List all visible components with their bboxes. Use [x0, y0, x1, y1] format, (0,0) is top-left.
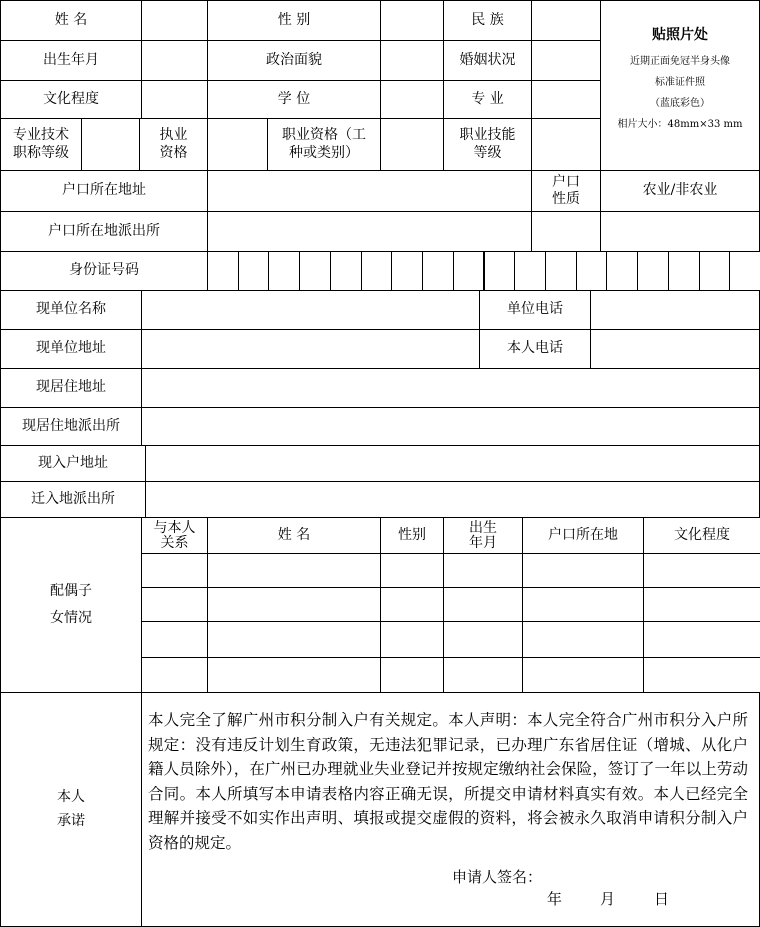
id-digit-box[interactable] — [576, 251, 608, 291]
family-cell-education[interactable] — [643, 553, 760, 588]
new-hukou-addr-label: 现入户地址 — [0, 445, 146, 482]
residence-addr-label: 现居住地址 — [0, 368, 142, 408]
signature-field[interactable] — [552, 862, 742, 886]
hukou-addr-field[interactable] — [207, 170, 532, 212]
family-header-gender: 性别 — [380, 517, 444, 554]
id-digit-box[interactable] — [514, 251, 546, 291]
employer-name-label: 现单位名称 — [0, 290, 142, 330]
photo-note-1: 近期正面免冠半身头像 — [630, 55, 730, 67]
name-field[interactable] — [141, 0, 208, 41]
major-label: 专 业 — [443, 80, 532, 119]
id-digit-box[interactable] — [668, 251, 700, 291]
id-digit-box[interactable] — [299, 251, 331, 291]
gender-field[interactable] — [380, 0, 444, 41]
personal-phone-field[interactable] — [590, 329, 760, 369]
id-digit-box[interactable] — [453, 251, 485, 291]
education-label: 文化程度 — [0, 80, 142, 119]
id-digit-box[interactable] — [422, 251, 454, 291]
family-cell-hukou-location[interactable] — [522, 621, 644, 658]
degree-label: 学 位 — [207, 80, 381, 119]
major-field[interactable] — [531, 80, 601, 119]
id-digit-box[interactable] — [606, 251, 638, 291]
family-cell-birth[interactable] — [443, 621, 523, 658]
id-digit-box[interactable] — [391, 251, 423, 291]
practice-qual-field[interactable] — [207, 118, 268, 171]
name-label: 姓 名 — [0, 0, 142, 41]
family-cell-education[interactable] — [643, 657, 760, 694]
id-digit-box[interactable] — [207, 251, 239, 291]
family-cell-gender[interactable] — [380, 553, 444, 588]
hukou-police-label: 户口所在地派出所 — [0, 211, 208, 252]
ethnicity-label: 民 族 — [443, 0, 532, 41]
family-cell-relation[interactable] — [141, 657, 208, 694]
family-cell-hukou-location[interactable] — [522, 587, 644, 622]
family-cell-name[interactable] — [207, 621, 381, 658]
family-cell-relation[interactable] — [141, 553, 208, 588]
vocation-qual-field[interactable] — [380, 118, 444, 171]
tech-title-field[interactable] — [81, 118, 140, 171]
declaration-text: 本人完全了解广州市积分制入户有关规定。本人声明：本人完全符合广州市积分入户所规定：没有违反计划生育政策，无违法犯罪记录，已办理广东省居住证（增城、从化户籍人员除外），在广州已办理就业失业登记并按规定缴纳社会保险，签订了一年以上劳动合同。本人所填写本申请表格内容正确无误，所提交申请材料真实有效。本人已经完全理解并接受不如实作出声明、填报或提交虚假的资料，将会被永久取消申请积分制入户资格的规定。 — [148, 711, 748, 852]
hukou-nature-label: 户口 性质 — [531, 170, 601, 212]
birth-label: 出生年月 — [0, 40, 142, 81]
practice-qual-label: 执业 资格 — [139, 118, 208, 171]
family-cell-hukou-location[interactable] — [522, 553, 644, 588]
family-cell-birth[interactable] — [443, 553, 523, 588]
family-cell-gender[interactable] — [380, 657, 444, 694]
hukou-police-extra-2[interactable] — [600, 211, 760, 252]
degree-field[interactable] — [380, 80, 444, 119]
id-digit-box[interactable] — [330, 251, 362, 291]
date-year: 年 — [547, 890, 563, 908]
family-cell-education[interactable] — [643, 587, 760, 622]
family-cell-name[interactable] — [207, 657, 381, 694]
photo-note-3: （蓝底彩色） — [650, 97, 710, 109]
gender-label: 性 别 — [207, 0, 381, 41]
photo-area[interactable] — [600, 0, 760, 171]
id-digit-box[interactable] — [545, 251, 577, 291]
political-label: 政治面貌 — [207, 40, 381, 81]
family-cell-relation[interactable] — [141, 587, 208, 622]
tech-title-label: 专业技术 职称等级 — [0, 118, 82, 171]
vocation-skill-field[interactable] — [531, 118, 601, 171]
family-cell-name[interactable] — [207, 553, 381, 588]
id-digit-box[interactable] — [699, 251, 731, 291]
id-digit-box[interactable] — [729, 251, 760, 291]
photo-title: 贴照片处 — [652, 27, 708, 43]
family-header-hukou-location: 户口所在地 — [522, 517, 644, 554]
photo-note-2: 标准证件照 — [655, 76, 705, 88]
family-cell-gender[interactable] — [380, 621, 444, 658]
family-cell-birth[interactable] — [443, 657, 523, 694]
family-header-education: 文化程度 — [643, 517, 760, 554]
hukou-nature-field[interactable] — [600, 170, 760, 212]
date-month: 月 — [600, 890, 616, 908]
family-cell-relation[interactable] — [141, 621, 208, 658]
personal-phone-label: 本人电话 — [479, 329, 591, 369]
employer-name-field[interactable] — [141, 290, 480, 330]
employer-addr-label: 现单位地址 — [0, 329, 142, 369]
family-cell-name[interactable] — [207, 587, 381, 622]
marital-label: 婚姻状况 — [443, 40, 532, 81]
hukou-addr-label: 户口所在地址 — [0, 170, 208, 212]
id-digit-box[interactable] — [484, 251, 516, 291]
employer-phone-field[interactable] — [590, 290, 760, 330]
hukou-nature-value: 农业/非农业 — [642, 182, 718, 199]
id-digit-box[interactable] — [637, 251, 669, 291]
hukou-police-field[interactable] — [207, 211, 532, 252]
family-section-label: 配偶子 女情况 — [0, 517, 142, 693]
ethnicity-field[interactable] — [531, 0, 601, 41]
residence-police-field[interactable] — [141, 407, 760, 446]
id-number-label: 身份证号码 — [0, 251, 208, 291]
move-in-police-label: 迁入地派出所 — [0, 481, 146, 518]
vocation-qual-label: 职业资格（工 种或类别） — [267, 118, 381, 171]
residence-addr-field[interactable] — [141, 368, 760, 408]
id-digit-box[interactable] — [361, 251, 393, 291]
political-field[interactable] — [380, 40, 444, 81]
id-digit-box[interactable] — [238, 251, 270, 291]
new-hukou-addr-field[interactable] — [145, 445, 760, 482]
marital-field[interactable] — [531, 40, 601, 81]
id-digit-box[interactable] — [268, 251, 300, 291]
date-day: 日 — [654, 890, 670, 908]
family-header-relation: 与本人 关系 — [141, 517, 208, 554]
family-header-name: 姓 名 — [207, 517, 381, 554]
residence-police-label: 现居住地派出所 — [0, 407, 142, 446]
family-cell-hukou-location[interactable] — [522, 657, 644, 694]
vocation-skill-label: 职业技能 等级 — [443, 118, 532, 171]
declaration-label: 本人 承诺 — [0, 692, 142, 927]
family-cell-gender[interactable] — [380, 587, 444, 622]
move-in-police-field[interactable] — [145, 481, 760, 518]
birth-field[interactable] — [141, 40, 208, 81]
signature-label: 申请人签名： — [452, 868, 543, 886]
family-cell-education[interactable] — [643, 621, 760, 658]
hukou-police-extra[interactable] — [531, 211, 601, 252]
employer-phone-label: 单位电话 — [479, 290, 591, 330]
employer-addr-field[interactable] — [141, 329, 480, 369]
education-field[interactable] — [141, 80, 208, 119]
family-cell-birth[interactable] — [443, 587, 523, 622]
photo-note-4: 相片大小：48mm×33 mm — [617, 118, 743, 130]
family-header-birth: 出生 年月 — [443, 517, 523, 554]
